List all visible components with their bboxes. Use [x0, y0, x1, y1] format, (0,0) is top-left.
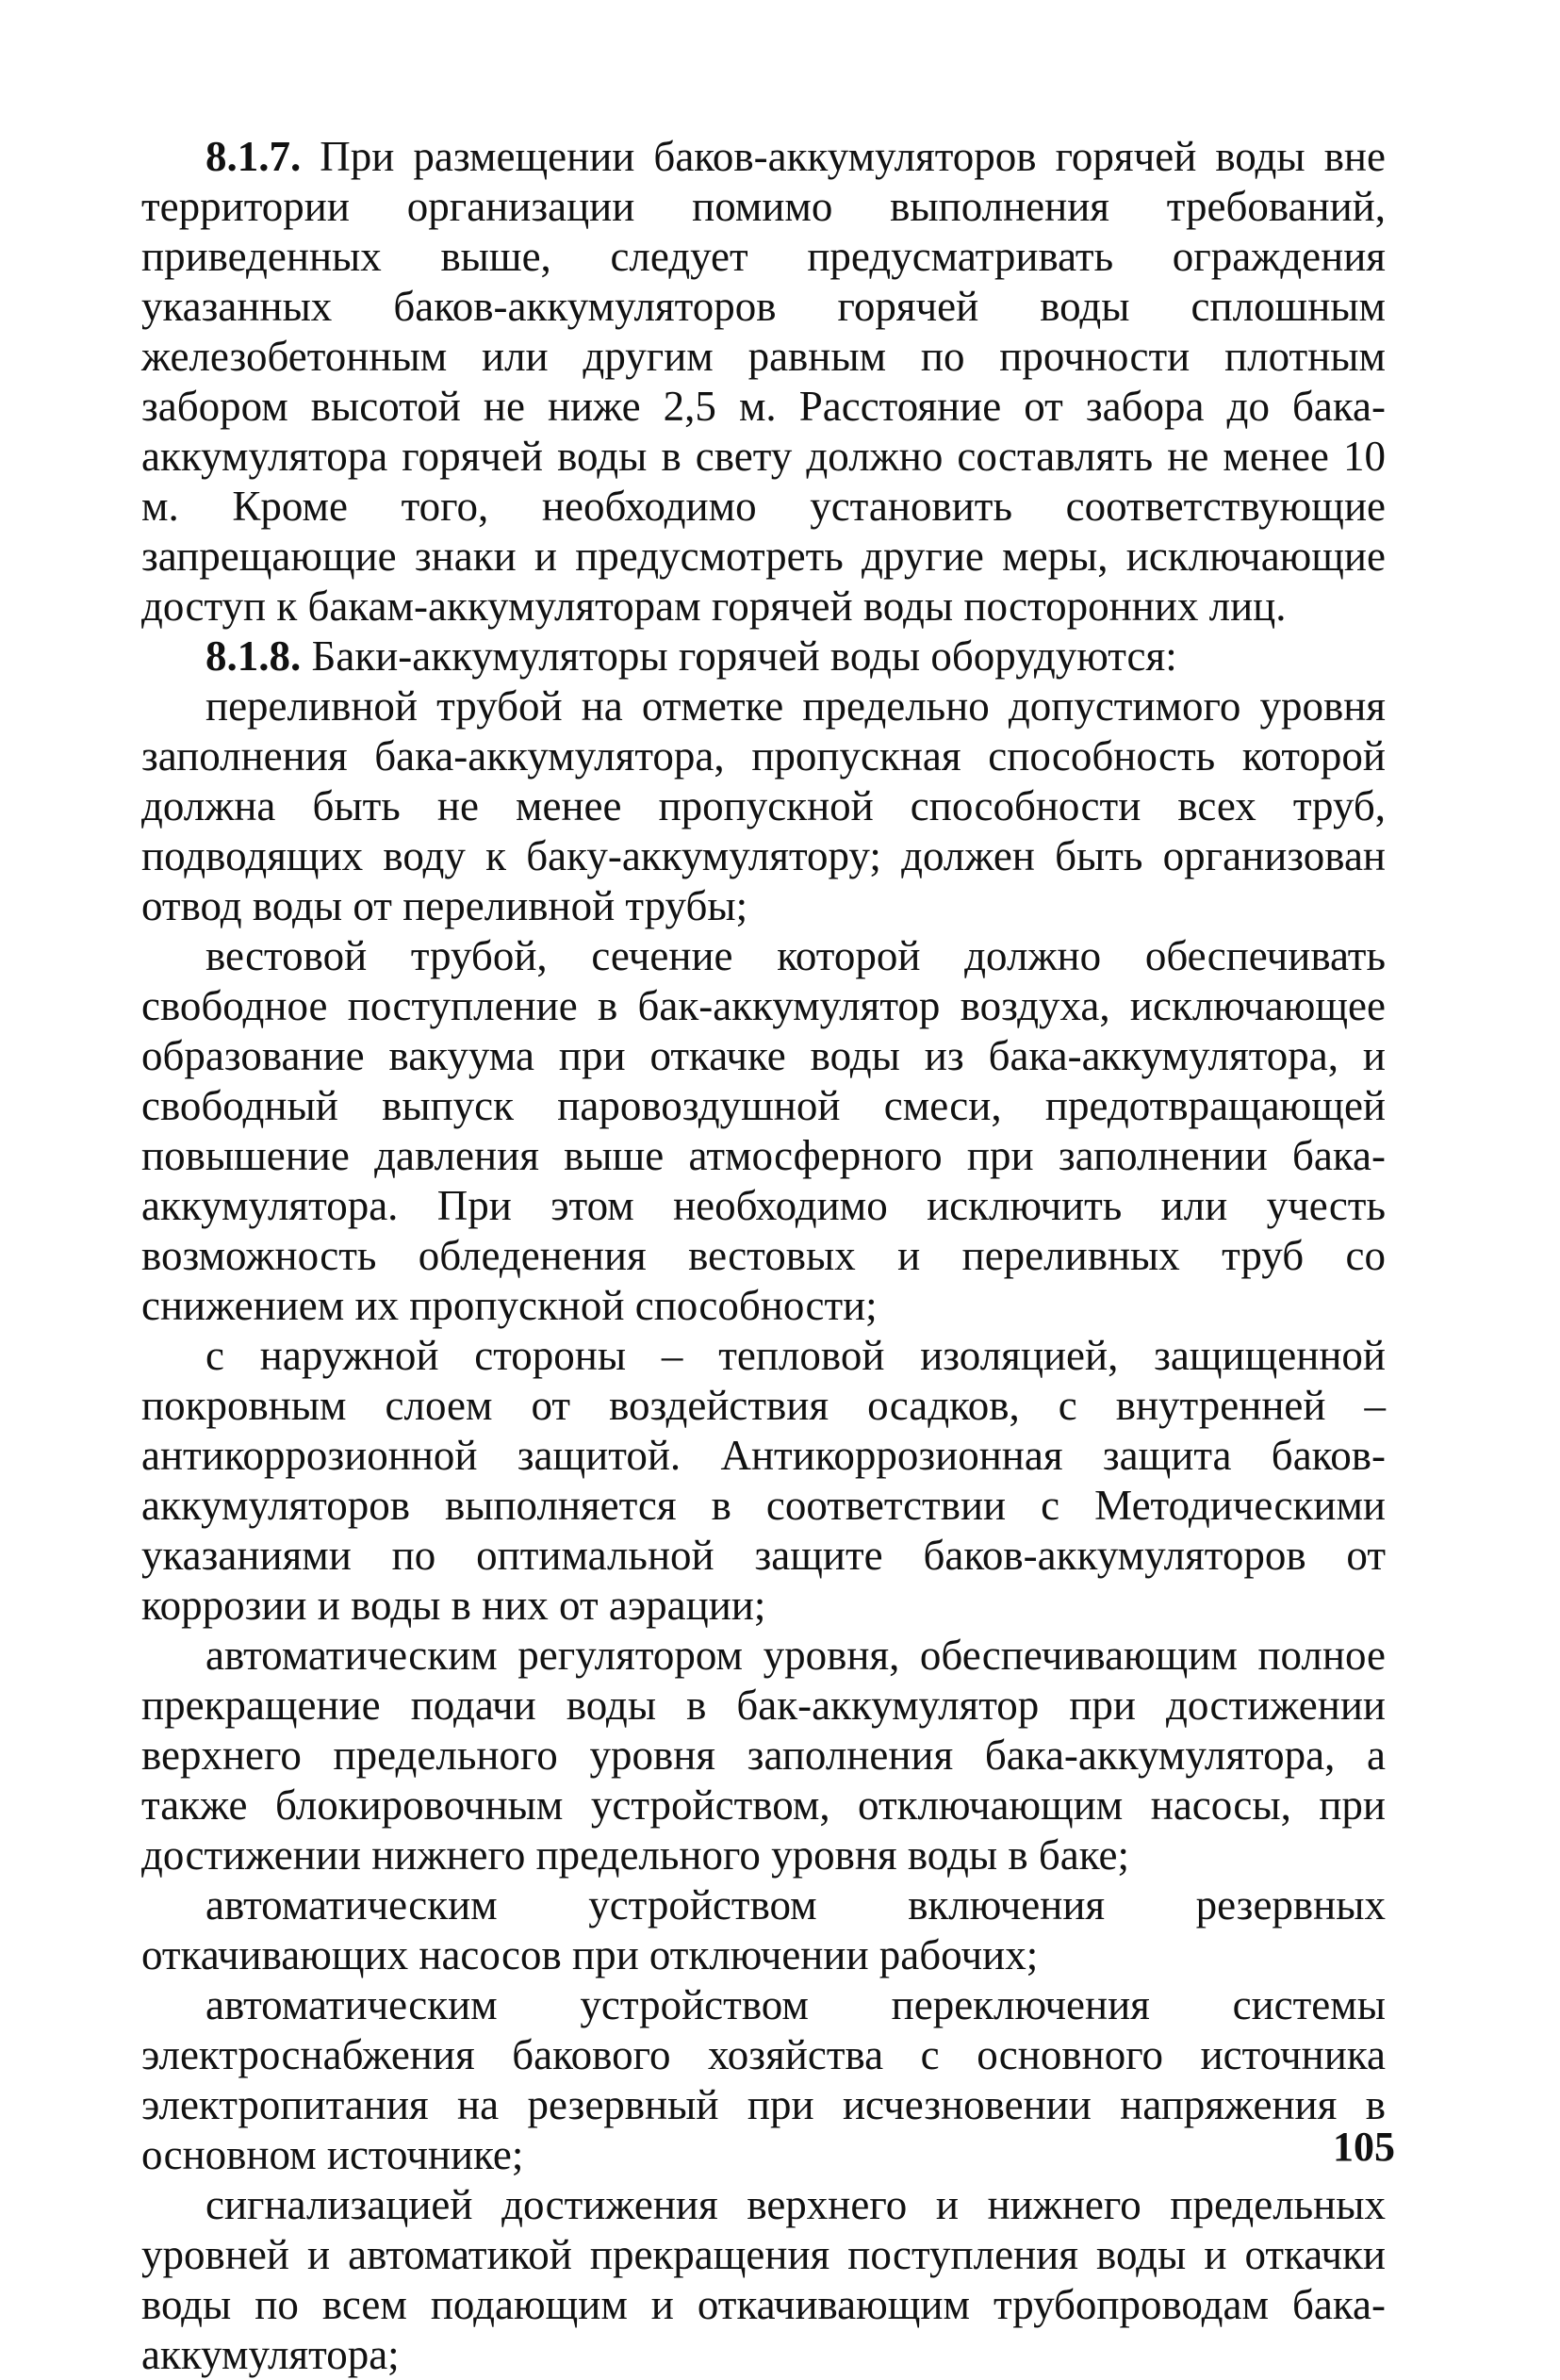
section-number: 8.1.8.	[205, 632, 302, 680]
section-number: 8.1.7.	[205, 133, 302, 180]
section-8-1-8	[141, 632, 1386, 681]
list-item: с наружной стороны – тепловой изоляцией, защищенной покровным слоем от воздействия осадков, с внутренней – антикоррозионной защитой. Антикоррозионная защита баков-аккумуляторов выполняется в соответствии с Методическими указаниями по оптимальной защите баков-аккумуляторов от коррозии и воды в них от аэрации;	[141, 1332, 1386, 1629]
list-item: автоматическим устройством включения резервных откачивающих насосов при отключении рабочих;	[141, 1881, 1386, 1978]
list-item: автоматическим регулятором уровня, обеспечивающим полное прекращение подачи воды в бак-аккумулятор при достижении верхнего предельного уровня заполнения бака-аккумулятора, а также блокировочным устройством, отключающим насосы, при достижении нижнего предельного уровня воды в баке;	[141, 1632, 1386, 1879]
list-item: переливной трубой на отметке предельно допустимого уровня заполнения бака-аккумулятора, пропускная способность которой должна быть не менее пропускной способности всех труб, подводящих воду к баку-аккумулятору; должен быть организован отвод воды от переливной трубы;	[141, 682, 1386, 929]
list-item: вестовой трубой, сечение которой должно обеспечивать свободное поступление в бак-аккумулятор воздуха, исключающее образование вакуума при откачке воды из бака-аккумулятора, и свободный выпуск паровоздушной смеси, предотвращающей повышение давления выше атмосферного при заполнении бака-аккумулятора. При этом необходимо исключить или учесть возможность обледенения вестовых и переливных труб со снижением их пропускной способности;	[141, 932, 1386, 1329]
section-text: При размещении баков-аккумуляторов горячей воды вне территории организации помимо выполнения требований, приведенных выше, следует предусматривать ограждения указанных баков-аккумуляторов горячей воды сплошным железобетонным или другим равным по прочности плотным забором высотой не ниже 2,5 м. Расстояние от забора до бака-аккумулятора горячей воды в свету должно составлять не менее 10 м. Кроме того, необходимо установить соответствующие запрещающие знаки и предусмотреть другие меры, исключающие доступ к бакам-аккумуляторам горячей воды посторонних лиц.	[141, 133, 1386, 630]
document-page	[141, 132, 1386, 2380]
list-item: автоматическим устройством переключения системы электроснабжения бакового хозяйства с основного источника электропитания на резервный при исчезновении напряжения в основном источнике;	[141, 1981, 1386, 2178]
section-8-1-7	[141, 132, 1386, 632]
list-item: сигнализацией достижения верхнего и нижнего предельных уровней и автоматикой прекращения поступления воды и откачки воды по всем подающим и откачивающим трубопроводам бака-аккумулятора;	[141, 2181, 1386, 2378]
page-number: 105	[1333, 2124, 1395, 2170]
section-text: Баки-аккумуляторы горячей воды оборудуются:	[301, 632, 1177, 680]
